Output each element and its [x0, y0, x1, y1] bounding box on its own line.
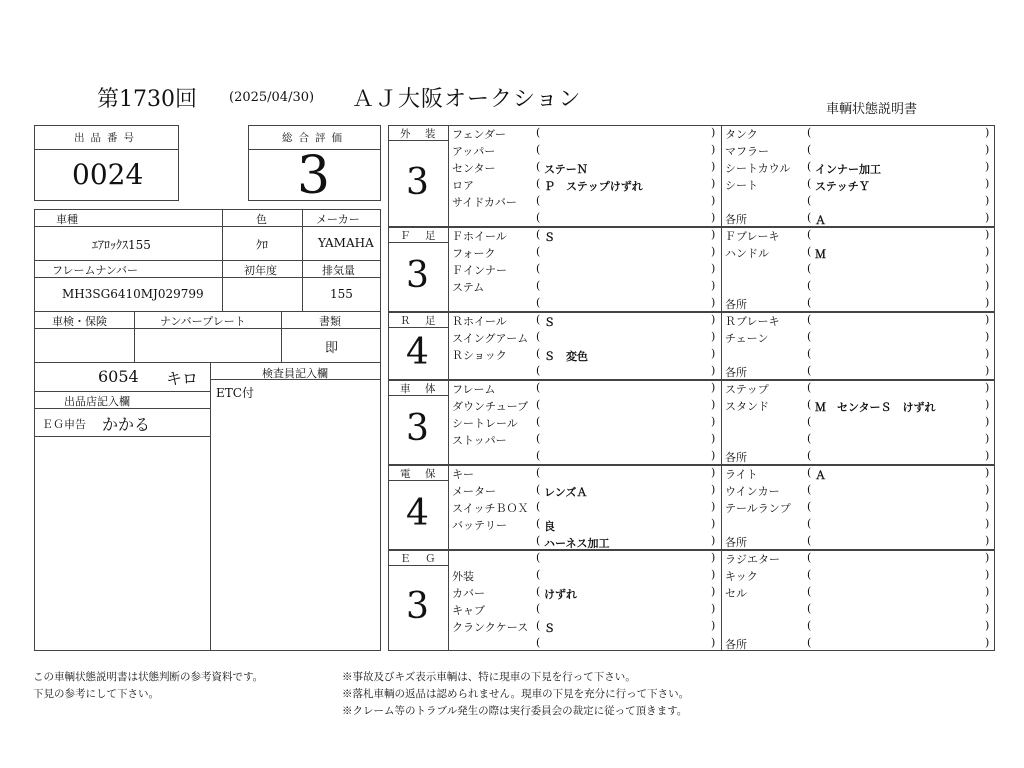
paren-open: ( [807, 364, 812, 377]
item-label: ウインカー [725, 485, 780, 498]
footer-note-1: この車輌状態説明書は状態判断の参考資料です。 [33, 671, 264, 683]
auction-round: 第1730回 [97, 87, 197, 112]
paren-close: ) [711, 313, 716, 326]
section-name: 電 保 [400, 468, 438, 480]
paren-close: ) [711, 500, 716, 513]
item-label: ハンドル [725, 247, 769, 260]
model-value: ｴｱﾛｯｸｽ155 [92, 238, 151, 252]
item-value: レンズＡ [544, 486, 588, 499]
inspector-notes-label: 検査員記入欄 [262, 367, 328, 380]
documents-value: 即 [325, 341, 339, 356]
paren-close: ) [711, 330, 716, 343]
paren-open: ( [807, 211, 812, 224]
item-label: アッパー [452, 145, 496, 158]
paren-close: ) [711, 364, 716, 377]
paren-close: ) [711, 483, 716, 496]
paren-close: ) [711, 126, 716, 139]
auction-name: ＡＪ大阪オークション [352, 87, 582, 112]
paren-close: ) [985, 126, 990, 139]
footer-note-2: 下見の参考にして下さい。 [33, 688, 159, 700]
paren-close: ) [985, 568, 990, 581]
item-value: Ｓ 変色 [544, 350, 588, 363]
paren-open: ( [807, 534, 812, 547]
item-value: Ｍ センターＳ けずれ [815, 401, 936, 414]
paren-open: ( [807, 143, 812, 156]
paren-close: ) [985, 347, 990, 360]
paren-close: ) [985, 551, 990, 564]
item-label: フェンダー [452, 128, 507, 141]
section-name: 外 装 [400, 128, 438, 140]
paren-open: ( [807, 160, 812, 173]
item-label: 各所 [725, 366, 747, 379]
paren-open: ( [807, 330, 812, 343]
item-value: Ｐ ステップけずれ [544, 180, 643, 193]
number-plate-label: ナンバープレート [160, 315, 246, 328]
paren-open: ( [536, 500, 541, 513]
item-label: メーター [452, 485, 496, 498]
paren-open: ( [807, 619, 812, 632]
item-value: Ｓ [544, 622, 555, 635]
item-value: けずれ [544, 588, 577, 601]
paren-open: ( [536, 330, 541, 343]
paren-close: ) [711, 551, 716, 564]
frame-number-label: フレームナンバー [52, 264, 139, 277]
paren-open: ( [807, 279, 812, 292]
overall-grade-label: 総合評価 [282, 132, 348, 144]
paren-open: ( [807, 636, 812, 649]
paren-close: ) [985, 636, 990, 649]
frame-number-value: MH3SG6410MJ029799 [62, 287, 204, 301]
paren-close: ) [985, 364, 990, 377]
item-label: キャブ [452, 604, 485, 617]
color-value: ｸﾛ [256, 238, 269, 252]
displacement-value: 155 [330, 287, 353, 301]
paren-open: ( [807, 245, 812, 258]
dealer-notes-label: 出品店記入欄 [64, 395, 130, 408]
paren-open: ( [807, 194, 812, 207]
color-label: 色 [256, 213, 267, 226]
section-grade: 3 [406, 255, 429, 296]
paren-close: ) [711, 466, 716, 479]
item-label: 外装 [452, 570, 474, 583]
item-label: Ｆブレーキ [725, 230, 780, 243]
item-label: ダウンチューブ [452, 400, 529, 413]
paren-open: ( [536, 211, 541, 224]
paren-close: ) [985, 245, 990, 258]
item-label: Ｆホイール [452, 230, 507, 243]
item-label: テールランプ [725, 502, 791, 515]
paren-close: ) [711, 585, 716, 598]
paren-close: ) [985, 398, 990, 411]
paren-open: ( [536, 245, 541, 258]
paren-close: ) [985, 585, 990, 598]
item-label: スイングアーム [452, 332, 529, 345]
paren-open: ( [536, 398, 541, 411]
section-name: 車 体 [400, 383, 438, 395]
item-value: ステッチＹ [815, 180, 870, 193]
inspector-note: ETC付 [216, 386, 254, 400]
item-value: Ａ [815, 469, 826, 482]
paren-open: ( [807, 602, 812, 615]
paren-close: ) [985, 262, 990, 275]
paren-open: ( [536, 602, 541, 615]
item-label: 各所 [725, 451, 747, 464]
item-label: フレーム [452, 383, 496, 396]
eg-declaration-label: ＥＧ申告 [42, 418, 86, 431]
displacement-label: 排気量 [322, 264, 355, 277]
paren-close: ) [985, 330, 990, 343]
paren-open: ( [807, 126, 812, 139]
document-title: 車輌状態説明書 [826, 102, 918, 117]
paren-close: ) [985, 466, 990, 479]
item-label: ストッパー [452, 434, 507, 447]
paren-open: ( [807, 568, 812, 581]
section-grade: 3 [406, 161, 429, 203]
paren-close: ) [711, 228, 716, 241]
paren-open: ( [807, 500, 812, 513]
paren-close: ) [711, 245, 716, 258]
item-value: Ａ [815, 214, 826, 227]
paren-close: ) [711, 415, 716, 428]
lot-number-value: 0024 [72, 158, 144, 191]
paren-open: ( [536, 517, 541, 530]
item-label: シートレール [452, 417, 518, 430]
paren-close: ) [985, 619, 990, 632]
documents-label: 書類 [319, 315, 341, 328]
section-name: Ｒ 足 [400, 315, 438, 327]
item-value: 良 [544, 520, 555, 533]
paren-open: ( [536, 143, 541, 156]
item-label: バッテリー [452, 519, 507, 532]
paren-close: ) [985, 177, 990, 190]
item-label: スイッチＢＯＸ [452, 502, 529, 515]
item-label: ライト [725, 468, 758, 481]
paren-close: ) [985, 415, 990, 428]
item-value: ハーネス加工 [544, 537, 610, 550]
item-label: キック [725, 570, 758, 583]
paren-close: ) [711, 398, 716, 411]
paren-close: ) [711, 194, 716, 207]
paren-open: ( [807, 262, 812, 275]
paren-open: ( [536, 551, 541, 564]
paren-close: ) [711, 347, 716, 360]
paren-open: ( [807, 415, 812, 428]
paren-open: ( [807, 398, 812, 411]
item-label: 各所 [725, 536, 747, 549]
overall-grade-value: 3 [297, 146, 331, 206]
paren-open: ( [807, 483, 812, 496]
item-value: Ｍ [815, 248, 826, 261]
paren-close: ) [985, 211, 990, 224]
item-label: シート [725, 179, 758, 192]
item-label: Ｒブレーキ [725, 315, 780, 328]
paren-close: ) [711, 534, 716, 547]
item-label: ロア [452, 179, 474, 192]
item-label: シートカウル [725, 162, 791, 175]
footer-warning-3: ※クレーム等のトラブル発生の際は実行委員会の裁定に従って頂きます。 [342, 705, 688, 717]
paren-open: ( [536, 313, 541, 326]
paren-close: ) [985, 602, 990, 615]
paren-open: ( [536, 449, 541, 462]
item-label: クランクケース [452, 621, 529, 634]
item-label: カバー [452, 587, 485, 600]
paren-close: ) [985, 500, 990, 513]
paren-open: ( [536, 347, 541, 360]
eg-declaration-value: かかる [102, 415, 151, 434]
section-name: Ｅ Ｇ [400, 553, 438, 565]
paren-open: ( [536, 568, 541, 581]
paren-close: ) [985, 279, 990, 292]
item-label: チェーン [725, 332, 769, 345]
item-label: 各所 [725, 638, 747, 651]
footer-warning-2: ※落札車輌の返品は認められません。現車の下見を充分に行って下さい。 [342, 688, 690, 700]
paren-close: ) [711, 568, 716, 581]
item-value: Ｓ [544, 316, 555, 329]
paren-open: ( [536, 228, 541, 241]
item-label: ラジエター [725, 553, 780, 566]
paren-close: ) [711, 619, 716, 632]
item-value: Ｓ [544, 231, 555, 244]
paren-open: ( [536, 177, 541, 190]
paren-close: ) [711, 177, 716, 190]
paren-close: ) [711, 517, 716, 530]
paren-open: ( [807, 551, 812, 564]
paren-close: ) [711, 296, 716, 309]
item-label: 各所 [725, 298, 747, 311]
item-value: ステーＮ [544, 163, 588, 176]
item-label: Ｒショック [452, 349, 507, 362]
paren-close: ) [985, 313, 990, 326]
paren-open: ( [536, 194, 541, 207]
paren-open: ( [536, 585, 541, 598]
item-label: ステム [452, 281, 485, 294]
paren-close: ) [985, 483, 990, 496]
paren-open: ( [536, 636, 541, 649]
paren-open: ( [807, 449, 812, 462]
paren-open: ( [807, 432, 812, 445]
model-label: 車種 [56, 213, 78, 226]
paren-open: ( [807, 347, 812, 360]
paren-close: ) [711, 211, 716, 224]
item-label: Ｒホイール [452, 315, 507, 328]
paren-close: ) [711, 279, 716, 292]
paren-open: ( [536, 466, 541, 479]
paren-open: ( [807, 313, 812, 326]
item-label: スタンド [725, 400, 769, 413]
footer-warning-1: ※事故及びキズ表示車輌は、特に現車の下見を行って下さい。 [342, 671, 636, 683]
paren-close: ) [711, 262, 716, 275]
paren-close: ) [711, 432, 716, 445]
item-label: キー [452, 468, 474, 481]
auction-date: (2025/04/30) [229, 90, 315, 105]
paren-close: ) [985, 534, 990, 547]
paren-close: ) [985, 432, 990, 445]
section-grade: 3 [406, 586, 429, 627]
paren-close: ) [711, 381, 716, 394]
paren-close: ) [985, 449, 990, 462]
paren-close: ) [711, 160, 716, 173]
paren-close: ) [985, 228, 990, 241]
paren-close: ) [711, 449, 716, 462]
paren-open: ( [536, 160, 541, 173]
maker-value: YAMAHA [318, 236, 374, 250]
paren-open: ( [536, 296, 541, 309]
paren-open: ( [807, 296, 812, 309]
section-name: Ｆ 足 [400, 230, 438, 242]
paren-open: ( [536, 279, 541, 292]
item-label: センター [452, 162, 496, 175]
first-registration-label: 初年度 [244, 264, 277, 277]
paren-close: ) [985, 296, 990, 309]
lot-number-label: 出品番号 [74, 132, 140, 144]
inspection-insurance-label: 車検・保険 [52, 315, 107, 328]
paren-open: ( [807, 381, 812, 394]
paren-open: ( [536, 262, 541, 275]
maker-label: メーカー [316, 213, 360, 226]
mileage-value: 6054 [98, 367, 139, 386]
item-label: マフラー [725, 145, 769, 158]
item-label: タンク [725, 128, 758, 141]
paren-close: ) [985, 160, 990, 173]
paren-close: ) [985, 517, 990, 530]
paren-close: ) [985, 381, 990, 394]
item-label: フォーク [452, 247, 496, 260]
paren-open: ( [807, 466, 812, 479]
paren-open: ( [536, 483, 541, 496]
paren-open: ( [807, 517, 812, 530]
paren-close: ) [711, 636, 716, 649]
paren-open: ( [536, 534, 541, 547]
paren-open: ( [536, 432, 541, 445]
paren-open: ( [536, 126, 541, 139]
section-grade: 4 [406, 331, 429, 373]
paren-open: ( [536, 381, 541, 394]
item-label: セル [725, 587, 747, 600]
paren-open: ( [536, 415, 541, 428]
paren-close: ) [985, 194, 990, 207]
paren-open: ( [536, 364, 541, 377]
paren-open: ( [807, 177, 812, 190]
section-grade: 3 [406, 408, 429, 449]
paren-close: ) [985, 143, 990, 156]
paren-open: ( [807, 585, 812, 598]
paren-open: ( [536, 619, 541, 632]
item-label: 各所 [725, 213, 747, 226]
paren-close: ) [711, 143, 716, 156]
paren-close: ) [711, 602, 716, 615]
mileage-unit: キロ [166, 369, 199, 388]
item-label: サイドカバー [452, 196, 517, 209]
item-value: インナー加工 [815, 163, 881, 176]
item-label: ステップ [725, 383, 769, 396]
item-label: Ｆインナー [452, 264, 507, 277]
paren-open: ( [807, 228, 812, 241]
section-grade: 4 [406, 493, 429, 534]
